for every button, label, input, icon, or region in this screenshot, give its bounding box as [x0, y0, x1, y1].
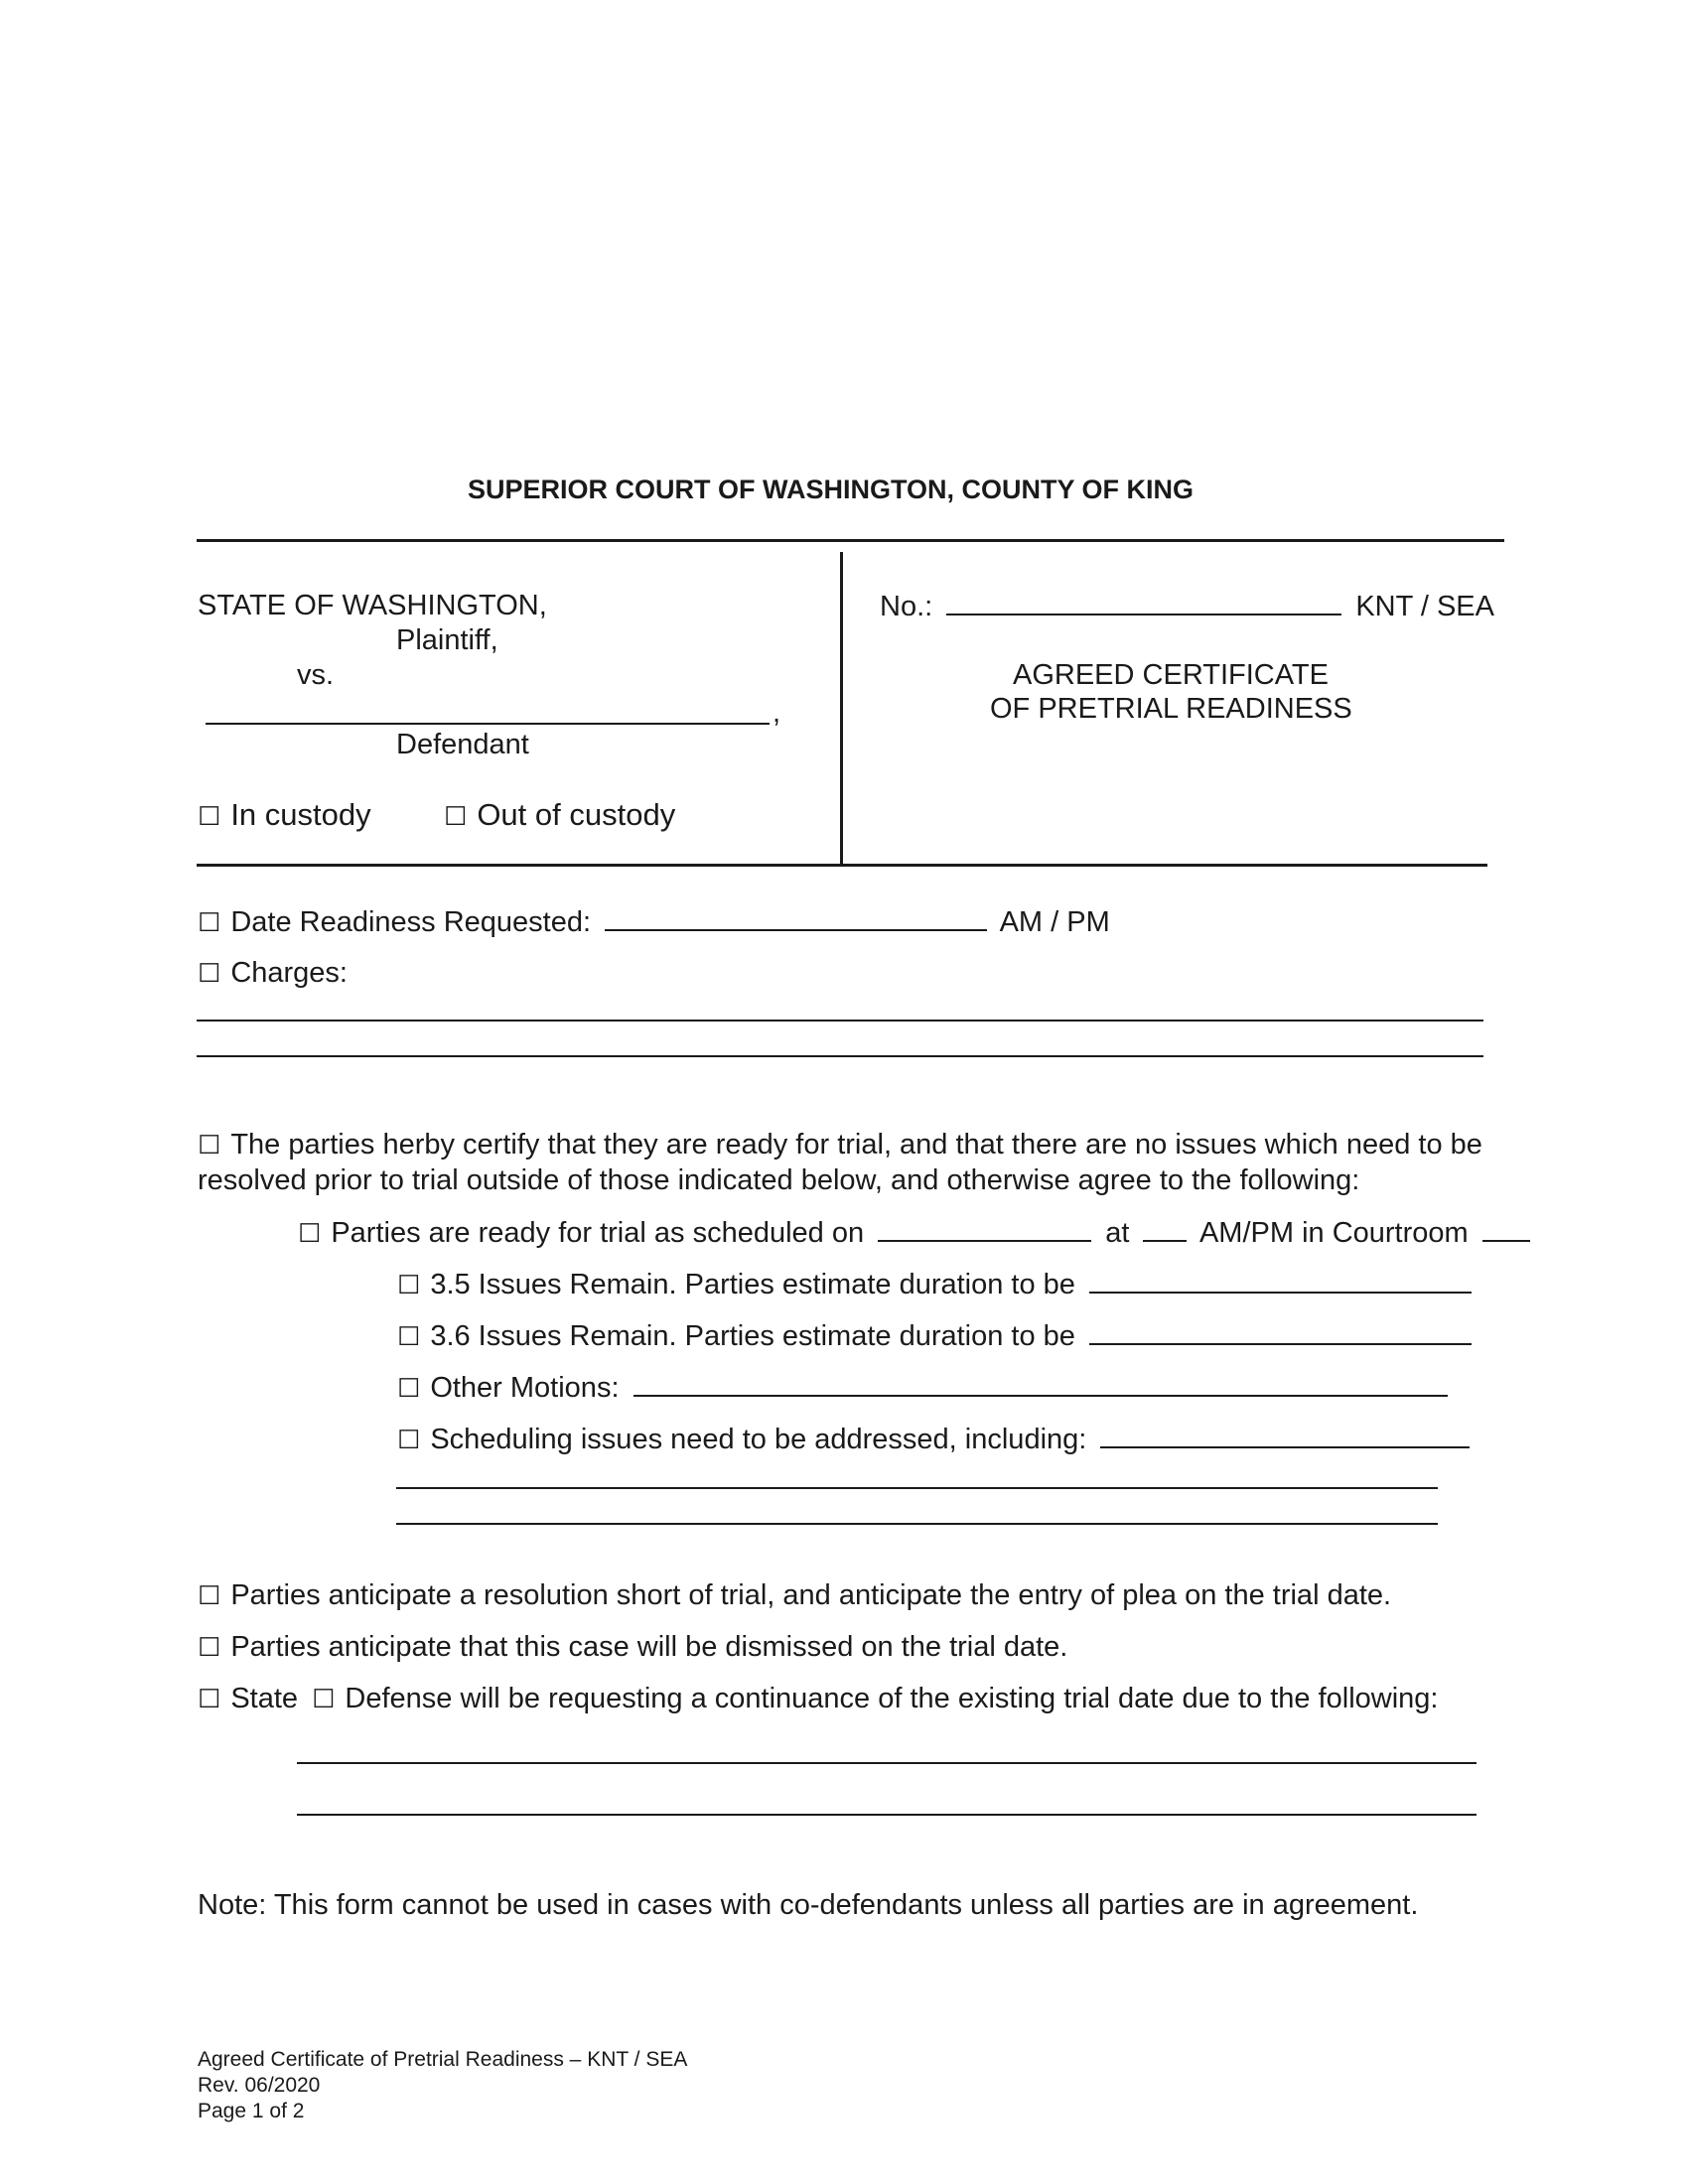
issues-35-duration-line[interactable]: [1089, 1268, 1472, 1294]
issues-35-row: [397, 1268, 1472, 1301]
date-requested-label: Date Readiness Requested:: [230, 906, 592, 938]
footer-page-number: Page 1 of 2: [198, 2100, 305, 2122]
charges-line-2[interactable]: [197, 1055, 1483, 1057]
defendant-label: Defendant: [396, 729, 529, 760]
dismissed-row: [198, 1631, 1067, 1664]
other-motions-line[interactable]: [633, 1371, 1448, 1397]
date-requested-checkbox[interactable]: ☐: [198, 907, 221, 937]
ready-for-trial-courtroom: AM/PM in Courtroom: [1198, 1217, 1469, 1249]
defendant-comma: ,: [773, 697, 781, 729]
out-of-custody-option[interactable]: [444, 797, 675, 833]
scheduling-line-2[interactable]: [396, 1487, 1438, 1489]
issues-36-checkbox[interactable]: ☐: [397, 1321, 421, 1351]
charges-row: [198, 957, 348, 990]
footer-revision: Rev. 06/2020: [198, 2074, 321, 2097]
certify-line2: resolved prior to trial outside of those indicated below, and otherwise agree to the following:: [198, 1164, 1360, 1196]
charges-checkbox[interactable]: ☐: [198, 958, 221, 988]
vs-label: vs.: [297, 659, 335, 691]
scheduling-label: Scheduling issues need to be addressed, including:: [430, 1424, 1087, 1455]
trial-time-line[interactable]: [1143, 1216, 1187, 1242]
scheduling-row: [397, 1423, 1470, 1456]
in-custody-option[interactable]: [198, 797, 371, 833]
caption-divider: [840, 552, 843, 864]
trial-date-line[interactable]: [878, 1216, 1091, 1242]
dismissed-checkbox[interactable]: ☐: [198, 1632, 221, 1662]
other-motions-checkbox[interactable]: ☐: [397, 1373, 421, 1403]
issues-36-label: 3.6 Issues Remain. Parties estimate duration to be: [430, 1320, 1075, 1352]
issues-36-row: [397, 1319, 1472, 1353]
out-of-custody-checkbox[interactable]: ☐: [444, 801, 468, 831]
issues-35-checkbox[interactable]: ☐: [397, 1270, 421, 1299]
scheduling-line-3[interactable]: [396, 1523, 1438, 1525]
ready-for-trial-checkbox[interactable]: ☐: [298, 1218, 322, 1248]
caption-bottom-rule: [197, 864, 1487, 867]
defendant-name-line[interactable]: [206, 723, 770, 725]
ready-for-trial-row: [298, 1216, 1530, 1250]
date-requested-ampm: AM / PM: [999, 906, 1110, 938]
resolution-label: Parties anticipate a resolution short of trial, and anticipate the entry of plea on the trial date.: [230, 1579, 1392, 1611]
charges-line-1[interactable]: [197, 1020, 1483, 1022]
in-custody-label: In custody: [230, 797, 371, 832]
doc-title-line2: OF PRETRIAL READINESS: [990, 693, 1352, 725]
date-requested-line[interactable]: [605, 905, 987, 931]
case-number-line[interactable]: [946, 590, 1341, 615]
resolution-checkbox[interactable]: ☐: [198, 1580, 221, 1610]
certify-checkbox[interactable]: ☐: [198, 1130, 221, 1160]
certify-line1: [198, 1129, 1482, 1161]
scheduling-line[interactable]: [1100, 1423, 1470, 1448]
ready-for-trial-label: Parties are ready for trial as scheduled on: [331, 1217, 865, 1249]
issues-35-label: 3.5 Issues Remain. Parties estimate duration to be: [430, 1269, 1075, 1300]
case-number-suffix: KNT / SEA: [1355, 591, 1494, 622]
doc-title-line1: AGREED CERTIFICATE: [1013, 659, 1329, 691]
issues-36-duration-line[interactable]: [1089, 1319, 1472, 1345]
case-number-field: [880, 590, 1494, 623]
in-custody-checkbox[interactable]: ☐: [198, 801, 221, 831]
ready-for-trial-at: at: [1105, 1217, 1130, 1249]
scheduling-checkbox[interactable]: ☐: [397, 1425, 421, 1454]
footer-form-title: Agreed Certificate of Pretrial Readiness – KNT / SEA: [198, 2048, 688, 2071]
other-motions-row: [397, 1371, 1448, 1405]
note-text: Note: This form cannot be used in cases with co-defendants unless all parties are in agreement.: [198, 1889, 1419, 1921]
court-title: SUPERIOR COURT OF WASHINGTON, COUNTY OF KING: [468, 475, 1195, 504]
case-number-label: No.:: [880, 591, 933, 622]
dismissed-label: Parties anticipate that this case will be dismissed on the trial date.: [230, 1631, 1068, 1663]
continuance-line-1[interactable]: [297, 1762, 1477, 1764]
other-motions-label: Other Motions:: [430, 1372, 620, 1404]
charges-label: Charges:: [230, 957, 348, 989]
plaintiff-label: Plaintiff,: [396, 624, 498, 656]
state-name: STATE OF WASHINGTON,: [198, 590, 547, 621]
courtroom-line[interactable]: [1482, 1216, 1530, 1242]
title-rule: [197, 539, 1504, 542]
continuance-row: [198, 1683, 1439, 1715]
out-of-custody-label: Out of custody: [477, 797, 676, 832]
state-checkbox[interactable]: ☐: [198, 1684, 221, 1713]
date-requested-row: [198, 905, 1110, 939]
continuance-line-2[interactable]: [297, 1814, 1477, 1816]
defense-checkbox[interactable]: ☐: [312, 1684, 336, 1713]
resolution-row: [198, 1579, 1391, 1612]
certify-text-1: The parties herby certify that they are ready for trial, and that there are no issues which need to be: [230, 1129, 1482, 1160]
continuance-label: Defense will be requesting a continuance of the existing trial date due to the following:: [345, 1683, 1439, 1714]
state-label: State: [230, 1683, 299, 1714]
